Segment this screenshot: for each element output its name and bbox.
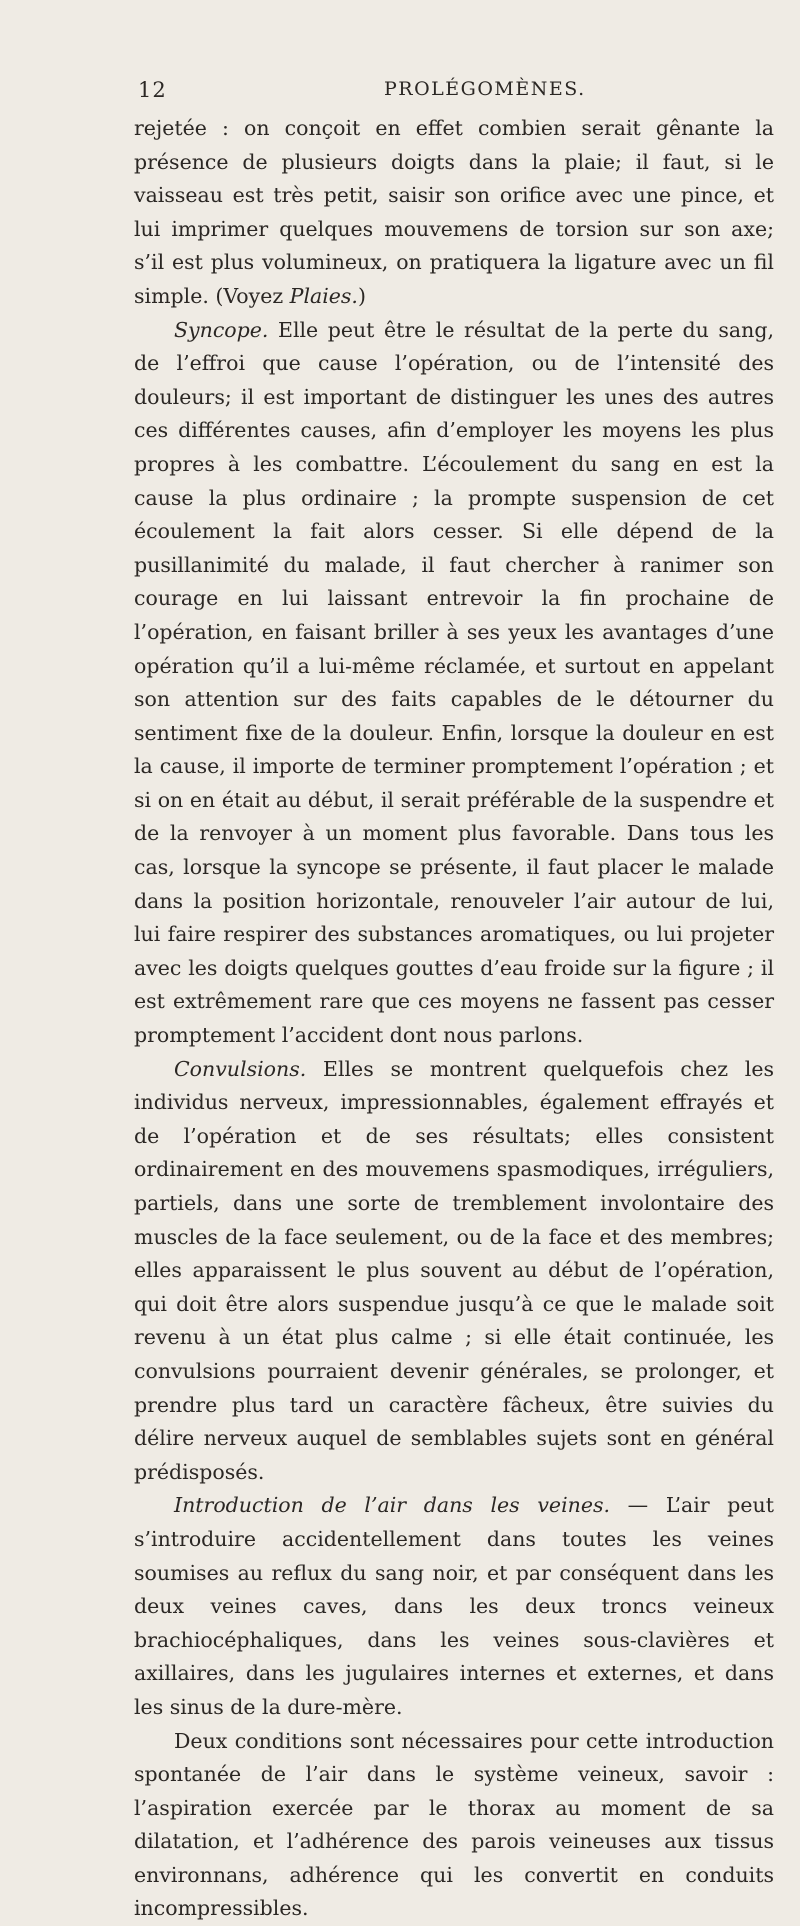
paragraph-text: Elle peut être le résultat de la perte du sang, de l’effroi que cause l’opération, ou de l’intensité des douleurs; il est important de distinguer les unes des autres ces différentes causes, afin d’employer les moyens les plus propres à les combattre. L’écoulement du sang en est la cause la plus ordinaire ; la prompte suspension de cet écoulement la fait alors cesser. Si elle dépend de la pusillanimité du malade, il faut chercher à ranimer son courage en lui laissant entrevoir la fin prochaine de l’opération, en faisant briller à ses yeux les avantages d’une opération qu’il a lui-même réclamée, et surtout en appelant son attention sur des faits capables de le détourner du sentiment fixe de la douleur. Enfin, lorsque la douleur en est la cause, il importe de terminer promptement l’opération ; et si on en était au début, il serait préférable de la suspendre et de la renvoyer à un moment plus favorable. Dans tous les cas, lorsque la syncope se présente, il faut placer le malade dans la position horizontale, renouveler l’air autour de lui, lui faire respirer des substances aromatiques, ou lui projeter avec les doigts quelques gouttes d’eau froide sur la figure ; il est extrêmement rare que ces moyens ne fassent pas cesser promptement l’accident dont nous parlons.	[134, 318, 774, 1047]
paragraph-convulsions	[134, 1053, 774, 1490]
paragraph-syncope	[134, 314, 774, 1053]
running-title: PROLÉGOMÈNES.	[384, 78, 586, 100]
cross-reference: Plaies.	[290, 284, 358, 308]
paragraph-conditions	[134, 1725, 774, 1926]
paragraph-text: Deux conditions sont nécessaires pour cette introduction spontanée de l’air dans le système veineux, savoir : l’aspiration exercée par le thorax au moment de sa dilatation, et l’adhérence des parois veineuses aux tissus environnans, adhérence qui les convertit en conduits incompressibles.	[134, 1729, 774, 1921]
paragraph-text: — L’air peut s’introduire accidentellement dans toutes les veines soumises au reflux du sang noir, et par conséquent dans les deux veines caves, dans les deux troncs veineux brachiocéphaliques, dans les veines sous-clavières et axillaires, dans les jugulaires internes et externes, et dans les sinus de la dure-mère.	[134, 1493, 774, 1719]
body-text	[134, 112, 774, 1926]
section-term: Introduction de l’air dans les veines.	[174, 1493, 610, 1517]
paragraph-text: Elles se montrent quelquefois chez les individus nerveux, impressionnables, également effrayés et de l’opération et de ses résultats; elles consistent ordinairement en des mouvemens spasmodiques, irréguliers, partiels, dans une sorte de tremblement involontaire des muscles de la face seulement, ou de la face et des membres; elles apparaissent le plus souvent au début de l’opération, qui doit être alors suspendue jusqu’à ce que le malade soit revenu à un état plus calme ; si elle était continuée, les convulsions pourraient devenir générales, se prolonger, et prendre plus tard un caractère fâcheux, être suivies du délire nerveux auquel de semblables sujets sont en général prédisposés.	[134, 1057, 774, 1484]
section-term: Convulsions.	[174, 1057, 306, 1081]
paragraph-continuation	[134, 112, 774, 314]
running-head	[134, 78, 774, 112]
paragraph-text: rejetée : on conçoit en effet combien serait gênante la présence de plusieurs doigts dans la plaie; il faut, si le vaisseau est très petit, saisir son orifice avec une pince, et lui imprimer quelques mouvemens de torsion sur son axe; s’il est plus volumineux, on pratiquera la ligature avec un fil simple. (Voyez	[134, 116, 774, 308]
paragraph-tail: )	[358, 284, 366, 308]
page-number: 12	[138, 78, 167, 102]
paragraph-air-introduction	[134, 1489, 774, 1724]
section-term: Syncope.	[174, 318, 268, 342]
